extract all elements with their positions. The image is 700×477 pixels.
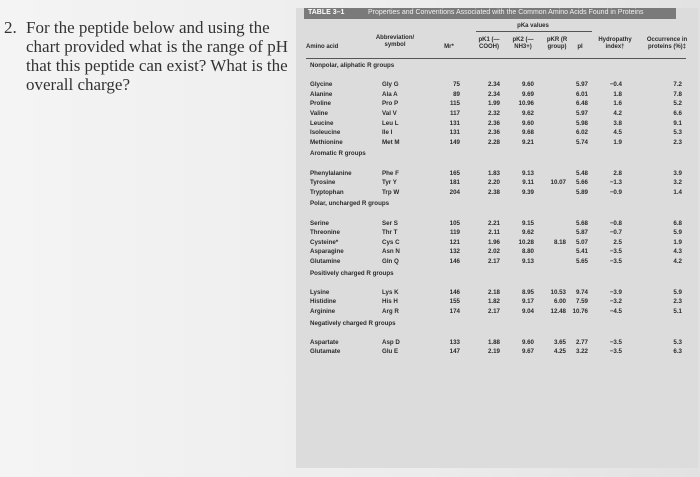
- cell-pk2: 9.67: [521, 348, 534, 356]
- cell-pk1: 2.02: [487, 248, 500, 256]
- cell-abbr: Glu E: [382, 348, 399, 356]
- cell-pkr: 12.48: [550, 308, 566, 315]
- cell-hyd: −3.5: [609, 258, 622, 265]
- cell-mr: 181: [449, 179, 460, 187]
- cell-pi: 2.77: [575, 338, 588, 346]
- cell-pk1: 2.36: [487, 119, 500, 127]
- cell-abbr: Ile I: [382, 129, 393, 137]
- cell-occ: 5.3: [673, 338, 682, 346]
- table-row: [296, 129, 698, 138]
- cell-pk1: 2.34: [487, 81, 500, 89]
- cell-hyd: 4.5: [613, 129, 622, 137]
- cell-pk2: 9.13: [521, 258, 534, 265]
- table-row: [296, 189, 698, 198]
- cell-pk1: 2.28: [487, 138, 500, 146]
- cell-pi: 7.59: [575, 298, 588, 306]
- cell-name: Tyrosine: [310, 179, 336, 187]
- cell-abbr: Asn N: [382, 248, 400, 256]
- cell-mr: 146: [449, 258, 460, 265]
- cell-occ: 6.6: [673, 110, 682, 117]
- cell-pk2: 9.17: [521, 298, 534, 306]
- cell-mr: 115: [450, 100, 460, 108]
- cell-mr: 165: [449, 169, 460, 177]
- cell-abbr: Phe F: [382, 169, 399, 177]
- cell-abbr: Ser S: [382, 219, 398, 227]
- cell-pi: 5.98: [575, 119, 588, 127]
- table-row: [296, 298, 698, 307]
- table-row: [296, 308, 698, 317]
- cell-hyd: 1.9: [613, 138, 622, 146]
- cell-name: Tryptophan: [310, 188, 344, 196]
- cell-occ: 3.2: [673, 179, 682, 187]
- cell-occ: 5.3: [673, 129, 682, 137]
- cell-pi: 9.74: [575, 288, 588, 296]
- question-text: For the peptide below and using the chart provided what is the range of pH that this peptide can exist? What is the overall charge?: [26, 18, 288, 94]
- cell-abbr: Gln Q: [382, 258, 399, 265]
- cell-pk1: 2.21: [487, 219, 500, 227]
- cell-name: Glutamine: [310, 258, 341, 265]
- table-row: [296, 91, 698, 100]
- cell-abbr: Thr T: [382, 229, 398, 237]
- cell-abbr: Ala A: [382, 90, 398, 98]
- cell-hyd: −0.4: [609, 81, 622, 89]
- cell-pkr: 10.53: [550, 288, 566, 296]
- cell-occ: 2.3: [673, 298, 682, 306]
- question-number: 2.: [4, 18, 17, 37]
- cell-mr: 146: [449, 288, 460, 296]
- cell-occ: 1.9: [673, 238, 682, 246]
- cell-pi: 5.74: [575, 138, 588, 146]
- cell-mr: 105: [449, 219, 460, 227]
- cell-occ: 9.1: [673, 119, 682, 127]
- cell-name: Cysteine*: [310, 238, 339, 246]
- cell-hyd: −1.3: [609, 179, 622, 187]
- cell-name: Glycine: [310, 81, 333, 89]
- cell-abbr: Met M: [382, 138, 400, 146]
- cell-mr: 117: [450, 110, 460, 117]
- group-heading: Polar, uncharged R groups: [310, 200, 390, 208]
- cell-abbr: Leu L: [382, 119, 399, 127]
- cell-hyd: −0.8: [609, 219, 622, 227]
- cell-abbr: Lys K: [382, 288, 399, 296]
- cell-pk1: 1.96: [487, 238, 500, 246]
- cell-pkr: 8.18: [553, 238, 566, 246]
- cell-hyd: 1.6: [613, 100, 622, 108]
- table-row: [296, 220, 698, 229]
- cell-pk1: 2.11: [488, 229, 500, 237]
- cell-pk1: 2.18: [487, 288, 500, 296]
- cell-pi: 5.66: [575, 179, 588, 187]
- table-row: [296, 139, 698, 148]
- cell-abbr: Gly G: [382, 81, 399, 89]
- cell-mr: 149: [449, 138, 460, 146]
- cell-name: Asparagine: [310, 248, 344, 256]
- cell-pi: 6.01: [575, 90, 588, 98]
- cell-mr: 131: [449, 129, 460, 137]
- header-mr: Mr*: [444, 44, 454, 50]
- cell-pk1: 1.83: [487, 169, 500, 177]
- table-title: Properties and Conventions Associated with the Common Amino Acids Found in Proteins: [368, 9, 644, 16]
- cell-hyd: −3.5: [609, 338, 622, 346]
- cell-name: Arginine: [310, 308, 336, 315]
- group-heading: Positively charged R groups: [310, 269, 394, 277]
- cell-pi: 5.68: [575, 219, 588, 227]
- cell-mr: 155: [449, 298, 460, 306]
- cell-mr: 132: [449, 248, 460, 256]
- table-row: [296, 248, 698, 257]
- cell-occ: 5.1: [673, 308, 682, 315]
- cell-abbr: Tyr Y: [382, 179, 397, 187]
- cell-occ: 1.4: [673, 188, 682, 196]
- amino-acid-table: [296, 8, 698, 468]
- cell-occ: 5.9: [673, 288, 682, 296]
- cell-mr: 204: [449, 188, 460, 196]
- cell-name: Leucine: [310, 119, 334, 127]
- cell-occ: 5.9: [673, 229, 682, 237]
- group-heading: Negatively charged R groups: [310, 319, 396, 327]
- cell-name: Glutamate: [310, 348, 341, 356]
- cell-occ: 7.2: [673, 81, 682, 89]
- cell-hyd: −0.7: [609, 229, 622, 237]
- cell-pk1: 1.82: [487, 298, 500, 306]
- pka-rule: [476, 31, 592, 32]
- cell-pkr: 6.00: [553, 298, 566, 306]
- cell-pk2: 9.04: [521, 308, 534, 315]
- cell-occ: 4.2: [673, 258, 682, 265]
- cell-pk1: 2.17: [487, 308, 500, 315]
- cell-pi: 5.87: [575, 229, 588, 237]
- cell-occ: 6.3: [673, 348, 682, 356]
- cell-pk1: 2.34: [487, 90, 500, 98]
- cell-pi: 5.07: [575, 238, 588, 246]
- cell-mr: 174: [449, 308, 460, 315]
- cell-abbr: Trp W: [382, 188, 400, 196]
- cell-mr: 131: [449, 119, 460, 127]
- cell-abbr: Asp D: [382, 338, 400, 346]
- table-row: [296, 289, 698, 298]
- cell-occ: 2.3: [673, 138, 682, 146]
- header-pk1: pK1 (—COOH): [478, 37, 500, 50]
- cell-occ: 3.9: [673, 169, 682, 177]
- cell-abbr: Arg R: [382, 308, 399, 315]
- header-rule: [306, 58, 686, 59]
- cell-name: Valine: [310, 110, 328, 117]
- cell-pk2: 9.39: [521, 188, 534, 196]
- cell-occ: 7.8: [673, 90, 682, 98]
- table-row: [296, 110, 698, 119]
- cell-occ: 5.2: [673, 100, 682, 108]
- cell-mr: 89: [453, 90, 460, 98]
- table-row: [296, 339, 698, 348]
- cell-pk2: 8.95: [521, 288, 534, 296]
- cell-hyd: 2.5: [613, 238, 622, 246]
- cell-pk2: 10.28: [518, 238, 534, 246]
- cell-pk2: 9.69: [521, 90, 534, 98]
- table-row: [296, 179, 698, 188]
- cell-pk2: 9.15: [521, 219, 534, 227]
- table-label: TABLE 3–1: [308, 9, 345, 16]
- table-row: [296, 239, 698, 248]
- table-row: [296, 170, 698, 179]
- cell-pk2: 9.68: [521, 129, 534, 137]
- cell-abbr: Pro P: [382, 100, 399, 108]
- cell-name: Proline: [310, 100, 331, 108]
- cell-pkr: 4.25: [553, 348, 566, 356]
- cell-pk1: 2.38: [487, 188, 500, 196]
- header-amino-acid: Amino acid: [306, 44, 339, 50]
- header-pk2: pK2 (—NH3+): [512, 37, 534, 50]
- table-title-bar: [304, 8, 676, 19]
- cell-pk2: 9.60: [521, 338, 534, 346]
- cell-name: Aspartate: [310, 338, 339, 346]
- cell-pk1: 2.20: [487, 179, 500, 187]
- cell-hyd: 4.2: [613, 110, 622, 117]
- cell-pk2: 9.60: [521, 119, 534, 127]
- cell-abbr: Cys C: [382, 238, 400, 246]
- cell-pi: 6.02: [575, 129, 588, 137]
- cell-pk1: 2.32: [487, 110, 500, 117]
- header-abbreviation: Abbreviation/ symbol: [375, 35, 415, 48]
- cell-hyd: −3.2: [609, 298, 622, 306]
- cell-hyd: −3.5: [609, 348, 622, 356]
- cell-hyd: 3.8: [613, 119, 622, 127]
- cell-pi: 5.97: [575, 110, 588, 117]
- table-row: [296, 120, 698, 129]
- table-row: [296, 229, 698, 238]
- cell-pk2: 9.60: [521, 81, 534, 89]
- cell-occ: 6.8: [673, 219, 682, 227]
- header-hydropathy: Hydropathy index†: [598, 37, 632, 50]
- cell-name: Isoleucine: [310, 129, 341, 137]
- cell-hyd: −0.9: [609, 188, 622, 196]
- cell-mr: 147: [449, 348, 460, 356]
- cell-pk2: 9.21: [521, 138, 534, 146]
- cell-pk2: 9.62: [521, 229, 534, 237]
- cell-name: Serine: [310, 219, 329, 227]
- cell-pk2: 8.80: [521, 248, 534, 256]
- table-row: [296, 81, 698, 90]
- cell-name: Phenylalanine: [310, 169, 352, 177]
- cell-hyd: 1.8: [613, 90, 622, 98]
- cell-pk1: 2.17: [487, 258, 500, 265]
- cell-name: Lysine: [310, 288, 330, 296]
- cell-name: Alanine: [310, 90, 333, 98]
- cell-pk1: 2.36: [487, 129, 500, 137]
- table-row: [296, 348, 698, 357]
- cell-pi: 5.48: [575, 169, 588, 177]
- cell-hyd: 2.8: [613, 169, 622, 177]
- cell-name: Methionine: [310, 138, 343, 146]
- cell-hyd: −3.5: [609, 248, 622, 256]
- cell-name: Histidine: [310, 298, 337, 306]
- cell-mr: 121: [449, 238, 460, 246]
- cell-pi: 5.41: [575, 248, 588, 256]
- cell-pk2: 10.96: [518, 100, 534, 108]
- cell-pk2: 9.11: [522, 179, 534, 187]
- group-heading: Nonpolar, aliphatic R groups: [310, 62, 395, 69]
- cell-pi: 10.76: [572, 308, 588, 315]
- cell-pk1: 2.19: [487, 348, 500, 356]
- cell-abbr: His H: [382, 298, 398, 306]
- cell-name: Threonine: [310, 229, 340, 237]
- cell-mr: 75: [453, 81, 460, 89]
- cell-pi: 3.22: [575, 348, 588, 356]
- cell-mr: 119: [450, 229, 460, 237]
- cell-hyd: −3.9: [609, 288, 622, 296]
- cell-pi: 5.89: [575, 188, 588, 196]
- cell-occ: 4.3: [673, 248, 682, 256]
- cell-pk2: 9.13: [521, 169, 534, 177]
- cell-mr: 133: [449, 338, 460, 346]
- table-row: [296, 258, 698, 267]
- group-heading: Aromatic R groups: [310, 150, 366, 158]
- header-pi: pI: [577, 44, 583, 50]
- cell-pi: 6.48: [575, 100, 588, 108]
- cell-pkr: 3.65: [553, 338, 566, 346]
- header-pkr: pKR (R group): [546, 37, 568, 50]
- cell-pi: 5.97: [575, 81, 588, 89]
- pka-values-header: pKa values: [517, 23, 549, 29]
- cell-pkr: 10.07: [550, 179, 566, 187]
- cell-pk2: 9.62: [521, 110, 534, 117]
- cell-pi: 5.65: [575, 258, 588, 265]
- cell-pk1: 1.88: [487, 338, 500, 346]
- header-occurrence: Occurrence in proteins (%)‡: [646, 37, 688, 50]
- cell-pk1: 1.99: [487, 100, 500, 108]
- cell-abbr: Val V: [382, 110, 397, 117]
- table-row: [296, 100, 698, 109]
- cell-hyd: −4.5: [609, 308, 622, 315]
